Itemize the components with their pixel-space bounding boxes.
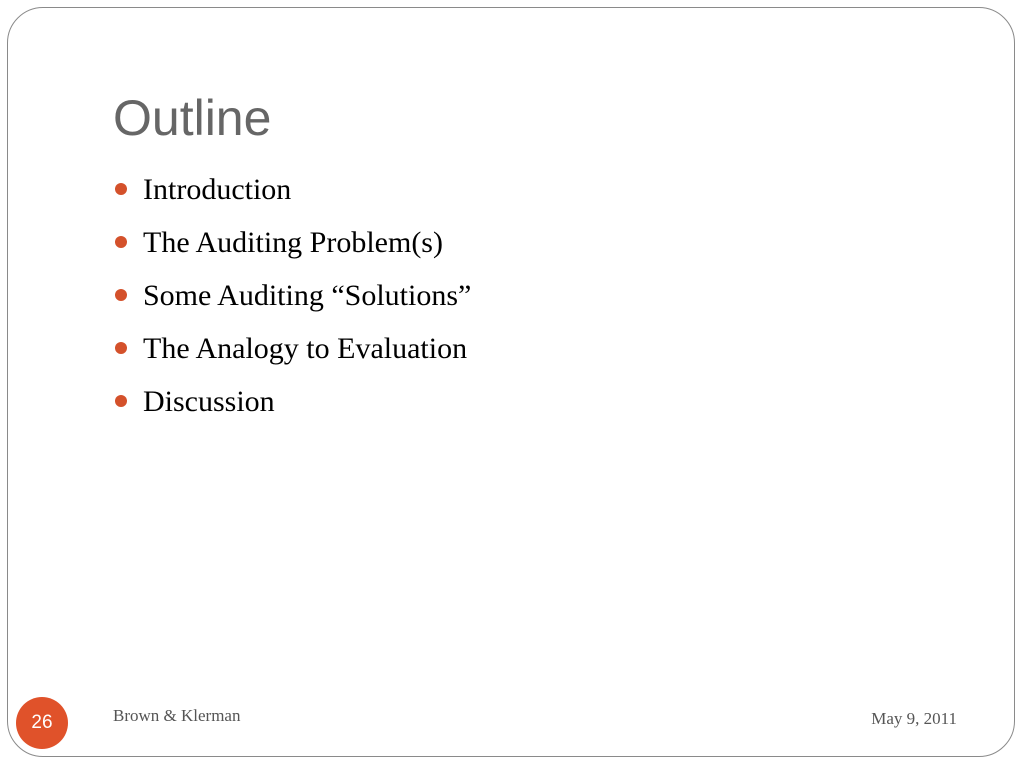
bullet-dot-icon	[115, 183, 127, 195]
bullet-dot-icon	[115, 342, 127, 354]
list-item	[113, 216, 471, 269]
list-item	[113, 269, 471, 322]
footer-authors: Brown & Klerman	[113, 706, 241, 725]
bullet-text: The Auditing Problem(s)	[143, 226, 443, 259]
bullet-dot-icon	[115, 395, 127, 407]
slide-number-badge: 26	[16, 697, 68, 749]
list-item	[113, 163, 471, 216]
bullet-text: Some Auditing “Solutions”	[143, 279, 472, 312]
bullet-text: Introduction	[143, 173, 292, 206]
bullet-dot-icon	[115, 289, 127, 301]
footer-date: May 9, 2011	[871, 709, 957, 728]
bullet-text: The Analogy to Evaluation	[143, 332, 468, 365]
list-item	[113, 322, 471, 375]
list-item	[113, 375, 471, 428]
bullet-text: Discussion	[143, 385, 275, 418]
bullet-dot-icon	[115, 236, 127, 248]
bullet-list	[113, 163, 471, 428]
slide-title: Outline	[113, 90, 272, 146]
